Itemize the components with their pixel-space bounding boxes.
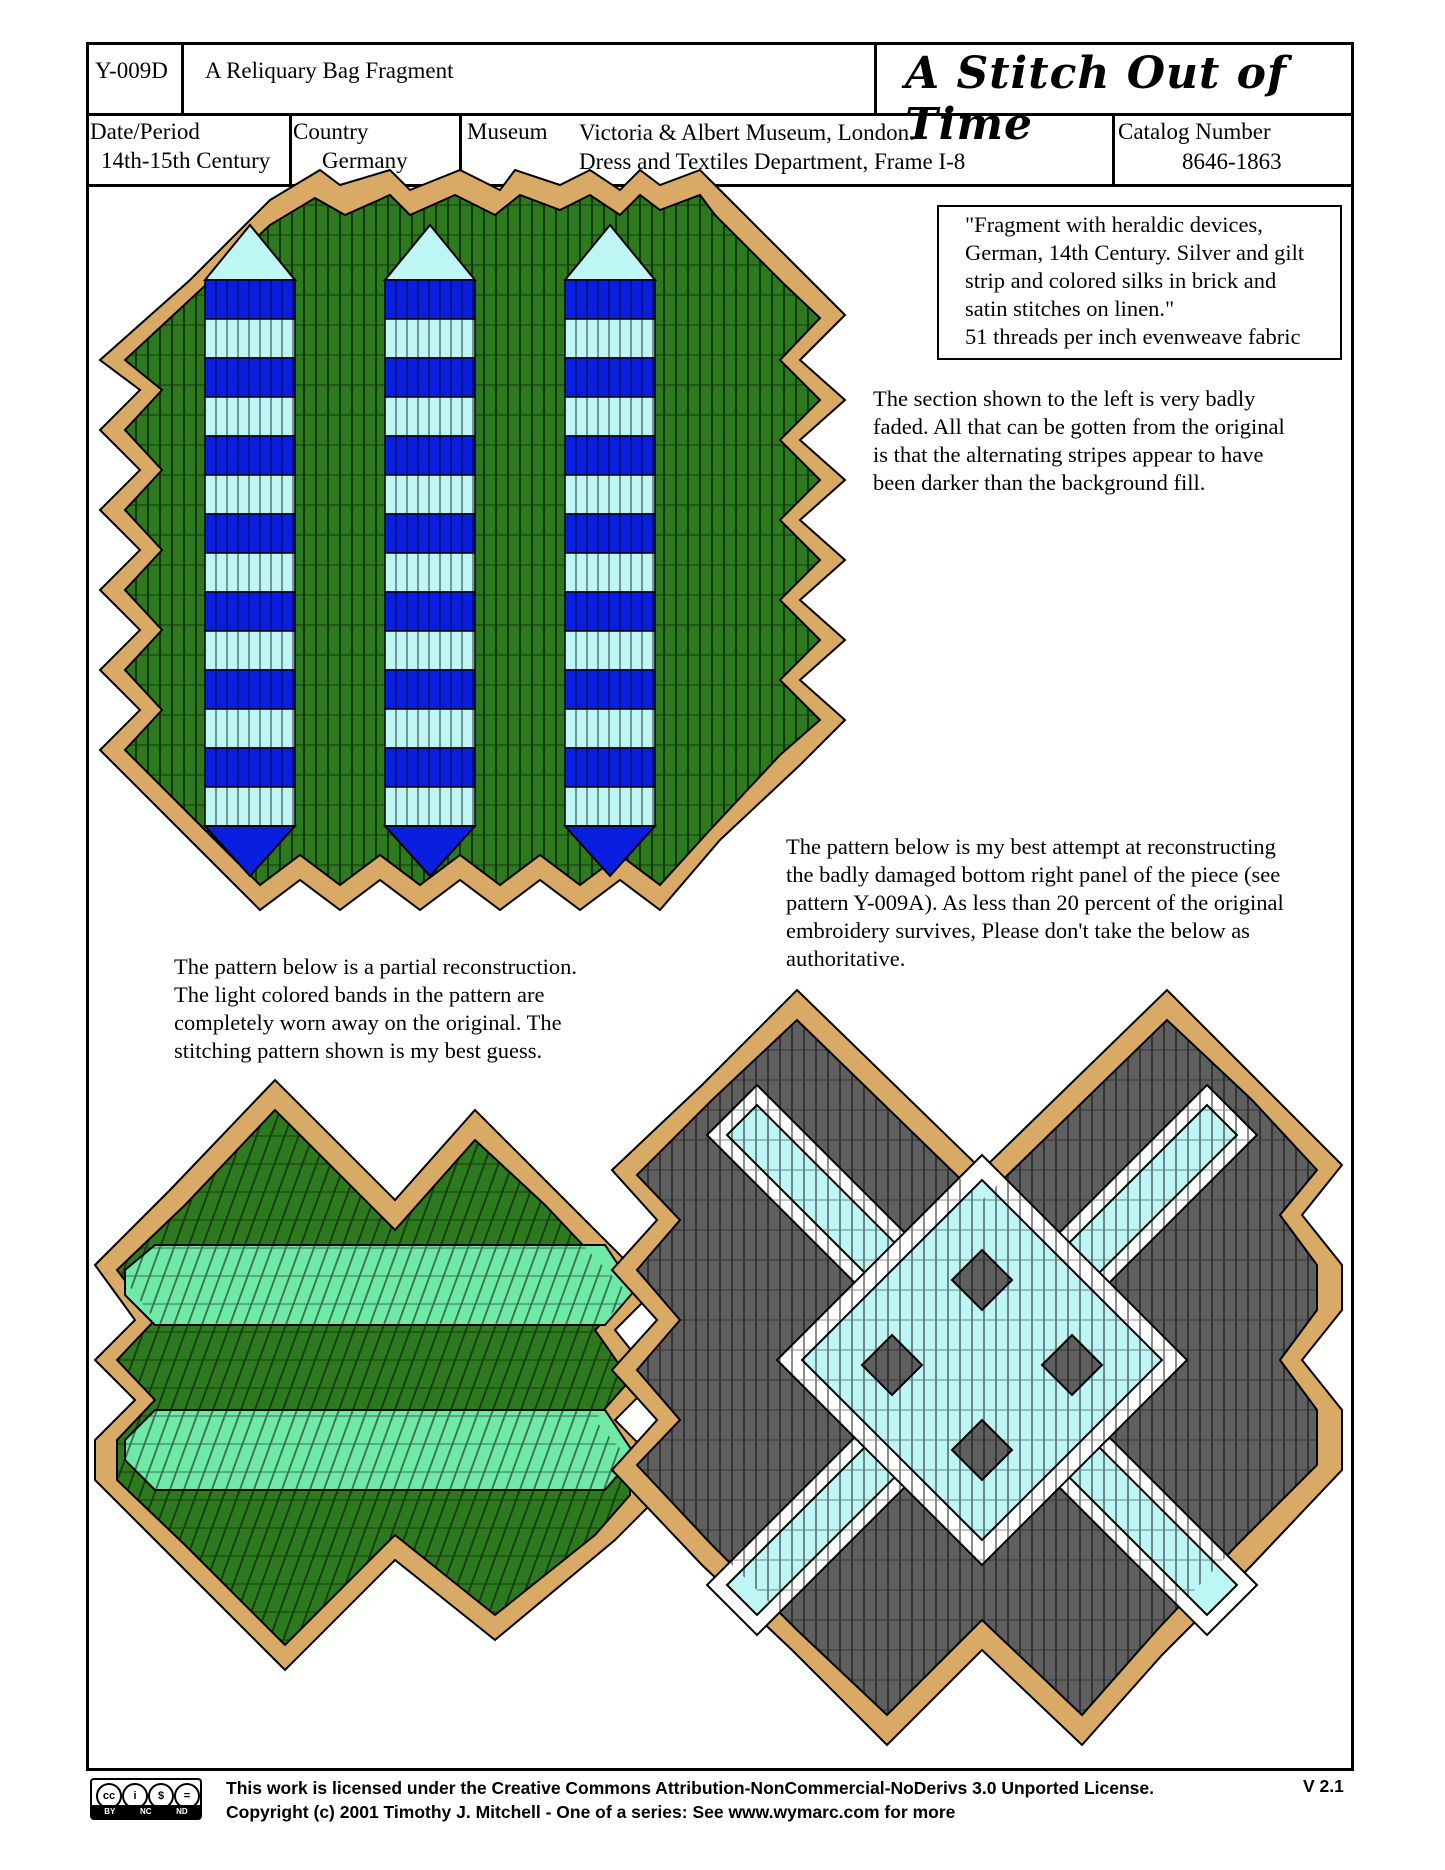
cyan-stripe bbox=[385, 397, 475, 436]
museum-line-2: Dress and Textiles Department, Frame I-8 bbox=[579, 149, 966, 174]
quote-line: German, 14th Century. Silver and gilt bbox=[965, 240, 1305, 265]
cyan-stripe bbox=[205, 397, 295, 436]
museum-description-box bbox=[937, 205, 1342, 360]
version-label: V 2.1 bbox=[1303, 1776, 1344, 1796]
note-line: is that the alternating stripes appear to have bbox=[873, 442, 1264, 467]
noncommercial-icon: $ bbox=[148, 1783, 174, 1809]
cyan-stripe bbox=[385, 787, 475, 826]
blue-stripe bbox=[205, 670, 295, 709]
cc-label: ND bbox=[176, 1807, 188, 1816]
catalog-value: 8646-1863 bbox=[1182, 149, 1282, 174]
banded-panel-pattern bbox=[95, 1080, 655, 1680]
museum-label: Museum bbox=[467, 119, 548, 144]
cyan-stripe bbox=[205, 709, 295, 748]
cyan-stripe bbox=[565, 397, 655, 436]
series-title: A Stitch Out of Time bbox=[905, 48, 1287, 150]
note-line: pattern Y-009A). As less than 20 percent of the original bbox=[786, 890, 1284, 915]
pattern-id: Y-009D bbox=[95, 58, 168, 83]
blue-stripe bbox=[385, 748, 475, 787]
cc-label: BY bbox=[104, 1807, 116, 1816]
cyan-stripe bbox=[205, 787, 295, 826]
title-divider bbox=[874, 42, 877, 115]
cc-label: NC bbox=[139, 1807, 152, 1816]
country-value: Germany bbox=[322, 148, 408, 173]
note-line: The pattern below is my best attempt at reconstructing bbox=[786, 834, 1276, 859]
note-line: the badly damaged bottom right panel of the piece (see bbox=[786, 862, 1281, 887]
quote-line: satin stitches on linen." bbox=[965, 296, 1175, 321]
blue-stripe bbox=[565, 358, 655, 397]
cyan-stripe bbox=[385, 475, 475, 514]
date-divider bbox=[289, 113, 292, 187]
blue-stripe bbox=[205, 748, 295, 787]
note-line: completely worn away on the original. The bbox=[174, 1010, 562, 1035]
blue-stripe bbox=[205, 280, 295, 319]
cc-badge-labels bbox=[92, 1805, 200, 1818]
cross-panel-pattern bbox=[612, 990, 1342, 1745]
cyan-stripe bbox=[385, 631, 475, 670]
note-line: stitching pattern shown is my best guess. bbox=[174, 1038, 543, 1063]
blue-stripe bbox=[385, 280, 475, 319]
blue-stripe bbox=[205, 592, 295, 631]
quote-line: 51 threads per inch evenweave fabric bbox=[965, 324, 1301, 349]
attribution-icon: i bbox=[122, 1783, 148, 1809]
blue-stripe bbox=[385, 670, 475, 709]
stripe-column bbox=[565, 225, 655, 876]
cyan-stripe bbox=[565, 475, 655, 514]
blue-stripe bbox=[205, 514, 295, 553]
cyan-stripe bbox=[205, 475, 295, 514]
date-label: Date/Period bbox=[90, 119, 200, 144]
stripe-column bbox=[385, 225, 475, 876]
noderivs-icon: = bbox=[174, 1783, 200, 1809]
quote-line: strip and colored silks in brick and bbox=[965, 268, 1277, 293]
quote-line: "Fragment with heraldic devices, bbox=[965, 212, 1263, 237]
blue-stripe bbox=[565, 436, 655, 475]
cyan-stripe bbox=[205, 553, 295, 592]
blue-stripe bbox=[565, 748, 655, 787]
blue-stripe bbox=[385, 436, 475, 475]
id-divider bbox=[181, 42, 184, 115]
blue-stripe bbox=[565, 670, 655, 709]
note-line: been darker than the background fill. bbox=[873, 470, 1206, 495]
blue-stripe bbox=[205, 358, 295, 397]
cyan-stripe bbox=[385, 553, 475, 592]
cyan-stripe bbox=[565, 709, 655, 748]
creative-commons-badge[interactable] bbox=[90, 1778, 202, 1820]
note-line: faded. All that can be gotten from the original bbox=[873, 414, 1285, 439]
license-text[interactable]: This work is licensed under the Creative Commons Attribution-NonCommercial-NoDerivs 3.0 Unported License. bbox=[226, 1778, 1155, 1798]
pattern-name: A Reliquary Bag Fragment bbox=[205, 58, 454, 83]
museum-line-1: Victoria & Albert Museum, London. bbox=[579, 120, 915, 145]
stripe-column bbox=[205, 225, 295, 876]
date-value: 14th-15th Century bbox=[101, 148, 271, 173]
note-line: embroidery survives, Please don't take the below as bbox=[786, 918, 1250, 943]
cc-icon: cc bbox=[96, 1783, 122, 1809]
blue-stripe bbox=[205, 436, 295, 475]
partial-reconstruction-note bbox=[174, 953, 577, 1065]
blue-stripe bbox=[565, 280, 655, 319]
catalog-label: Catalog Number bbox=[1118, 119, 1271, 144]
blue-stripe bbox=[565, 514, 655, 553]
blue-stripe bbox=[385, 592, 475, 631]
cyan-stripe bbox=[565, 631, 655, 670]
striped-panel-pattern bbox=[100, 190, 845, 920]
note-line: authoritative. bbox=[786, 946, 906, 971]
faded-note bbox=[873, 385, 1285, 497]
country-label: Country bbox=[293, 119, 369, 144]
cyan-stripe bbox=[205, 319, 295, 358]
blue-stripe bbox=[385, 358, 475, 397]
blue-stripe bbox=[385, 514, 475, 553]
cyan-stripe bbox=[565, 787, 655, 826]
cyan-stripe bbox=[565, 553, 655, 592]
blue-stripe bbox=[565, 592, 655, 631]
note-line: The pattern below is a partial reconstruction. bbox=[174, 954, 577, 979]
cyan-stripe bbox=[565, 319, 655, 358]
cyan-stripe bbox=[385, 319, 475, 358]
copyright-text: Copyright (c) 2001 Timothy J. Mitchell - One of a series: See www.wymarc.com for more bbox=[226, 1802, 956, 1822]
note-line: The section shown to the left is very badly bbox=[873, 386, 1256, 411]
cyan-stripe bbox=[205, 631, 295, 670]
info-row-bottom bbox=[86, 184, 1354, 187]
reconstruction-note bbox=[786, 833, 1284, 973]
note-line: The light colored bands in the pattern are bbox=[174, 982, 545, 1007]
cyan-stripe bbox=[385, 709, 475, 748]
